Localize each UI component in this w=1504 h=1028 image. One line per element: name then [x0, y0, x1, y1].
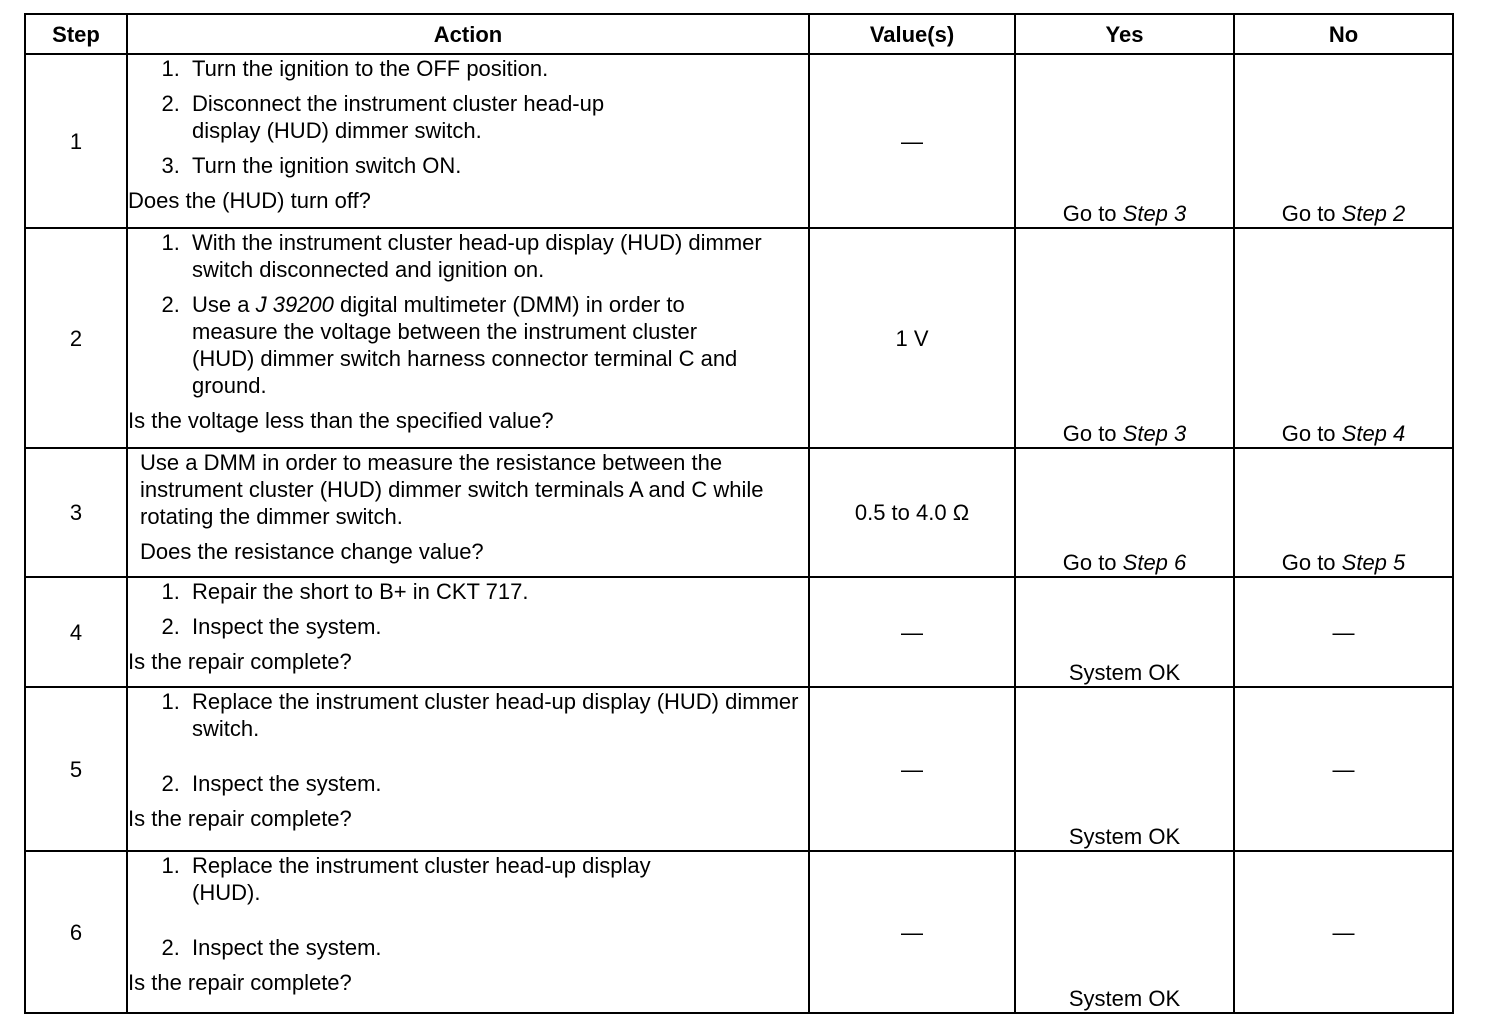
yes-step-ref: Step 3: [1122, 201, 1187, 226]
step-number: 5: [25, 687, 127, 851]
action-cell: [127, 54, 809, 228]
step-number: 3: [25, 448, 127, 577]
action-steps-list: [128, 55, 808, 179]
step-number: 6: [25, 851, 127, 1013]
action-steps-list: [128, 578, 808, 640]
no-prefix: Go to: [1281, 550, 1342, 575]
diagnostic-table: [24, 13, 1454, 1014]
header-no: No: [1234, 14, 1453, 54]
no-prefix: Go to: [1281, 421, 1342, 446]
yes-prefix: Go to: [1062, 550, 1123, 575]
action-cell: [127, 687, 809, 851]
action-step: 2. Inspect the system.: [186, 770, 808, 797]
yes-prefix: Go to: [1062, 421, 1123, 446]
table-row: [25, 851, 1453, 1013]
yes-cell: System OK: [1015, 577, 1234, 687]
no-prefix: Go to: [1281, 201, 1342, 226]
step-number: 4: [25, 577, 127, 687]
action-question: Is the voltage less than the specified value?: [128, 408, 554, 433]
action-cell: [127, 851, 809, 1013]
header-row: [25, 14, 1453, 54]
action-question: Is the repair complete?: [128, 806, 352, 831]
header-step: Step: [25, 14, 127, 54]
tool-reference: J 39200: [255, 292, 334, 317]
action-steps-list: [128, 229, 808, 399]
no-cell: [1234, 228, 1453, 448]
action-text: Use a DMM in order to measure the resistance between the instrument cluster (HUD) dimmer switch terminals A and C while rotating the dimmer switch.: [140, 450, 764, 529]
action-question: Is the repair complete?: [128, 649, 352, 674]
value-cell: 0.5 to 4.0 Ω: [809, 448, 1015, 577]
action-step: 1. Replace the instrument cluster head-up display (HUD) dimmer switch.: [186, 688, 808, 742]
action-step: 3. Turn the ignition switch ON.: [186, 152, 808, 179]
yes-cell: [1015, 54, 1234, 228]
step-number: 2: [25, 228, 127, 448]
action-step: [186, 291, 752, 399]
value-cell: —: [809, 851, 1015, 1013]
action-steps-list: [128, 852, 808, 961]
action-question: Is the repair complete?: [128, 970, 352, 995]
value-cell: —: [809, 687, 1015, 851]
action-question: Does the resistance change value?: [140, 539, 484, 564]
action-step: 1. Turn the ignition to the OFF position.: [186, 55, 808, 82]
action-cell: [127, 228, 809, 448]
no-step-ref: Step 4: [1341, 421, 1406, 446]
no-step-ref: Step 2: [1341, 201, 1406, 226]
table-row: [25, 687, 1453, 851]
step-number: 1: [25, 54, 127, 228]
no-cell: —: [1234, 687, 1453, 851]
action-steps-list: [128, 688, 808, 797]
no-cell: [1234, 54, 1453, 228]
no-step-ref: Step 5: [1341, 550, 1406, 575]
yes-step-ref: Step 6: [1122, 550, 1187, 575]
table-row: [25, 228, 1453, 448]
action-step: 1. Repair the short to B+ in CKT 717.: [186, 578, 808, 605]
action-step-text: digital multimeter (DMM) in order to measure the voltage between the instrument cluster (HUD) dimmer switch harness connector terminal C and ground.: [192, 292, 738, 398]
action-step-text: Use a: [192, 292, 256, 317]
yes-cell: System OK: [1015, 687, 1234, 851]
no-cell: —: [1234, 577, 1453, 687]
action-step: 2. Disconnect the instrument cluster head-up display (HUD) dimmer switch.: [186, 90, 672, 144]
action-step: 2. Inspect the system.: [186, 934, 808, 961]
yes-cell: System OK: [1015, 851, 1234, 1013]
action-step: 2. Inspect the system.: [186, 613, 808, 640]
action-step: 1. With the instrument cluster head-up display (HUD) dimmer switch disconnected and ignition on.: [186, 229, 808, 283]
value-cell: —: [809, 54, 1015, 228]
table-row: [25, 577, 1453, 687]
no-cell: [1234, 448, 1453, 577]
value-cell: —: [809, 577, 1015, 687]
value-cell: 1 V: [809, 228, 1015, 448]
yes-prefix: Go to: [1062, 201, 1123, 226]
action-question: Does the (HUD) turn off?: [128, 188, 371, 213]
action-step: 1. Replace the instrument cluster head-up display (HUD).: [186, 852, 652, 906]
action-cell: [127, 448, 809, 577]
yes-cell: [1015, 448, 1234, 577]
no-cell: —: [1234, 851, 1453, 1013]
table-row: [25, 54, 1453, 228]
action-cell: [127, 577, 809, 687]
yes-cell: [1015, 228, 1234, 448]
header-yes: Yes: [1015, 14, 1234, 54]
header-action: Action: [127, 14, 809, 54]
header-values: Value(s): [809, 14, 1015, 54]
yes-step-ref: Step 3: [1122, 421, 1187, 446]
table-row: [25, 448, 1453, 577]
